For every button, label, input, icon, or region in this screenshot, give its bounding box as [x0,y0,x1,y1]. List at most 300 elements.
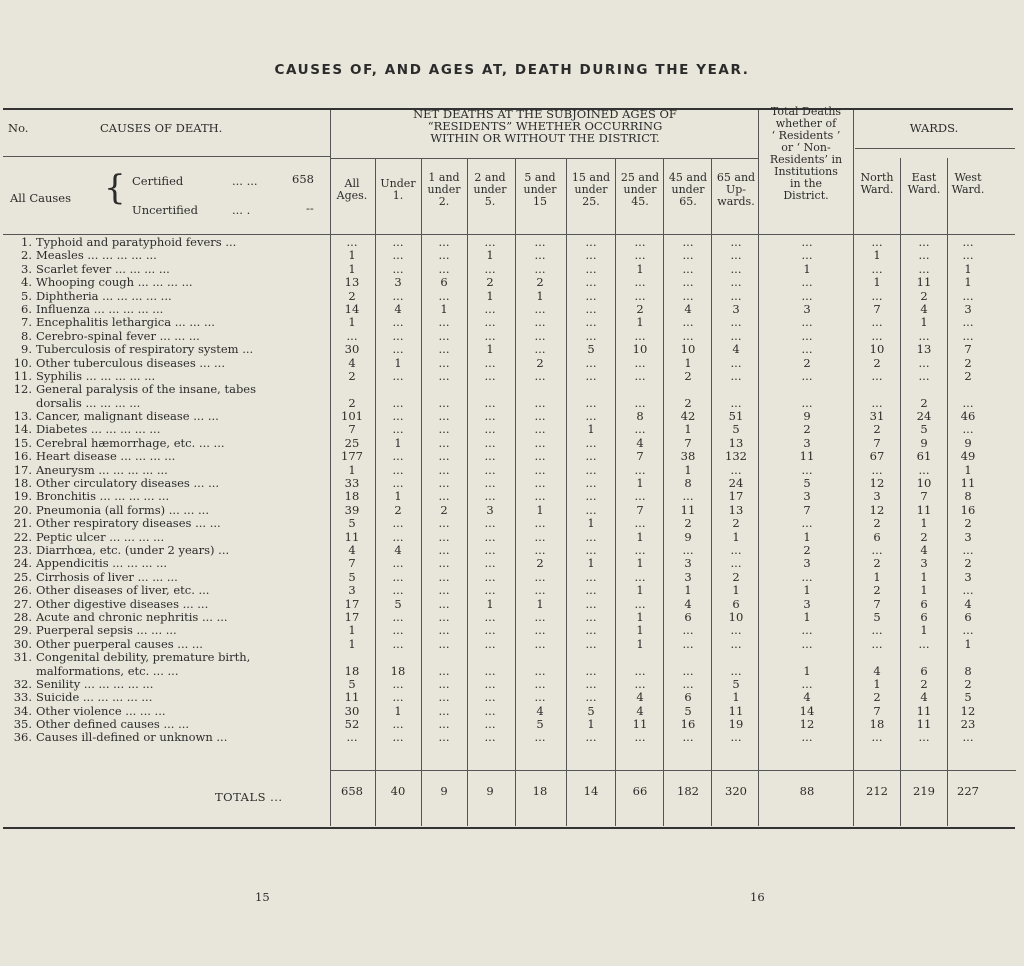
table-cell: ... [962,583,974,598]
table-row [0,598,1024,611]
table-cell: 1 [486,248,494,263]
table-cell: ... [585,275,597,290]
table-cell: ... [682,623,694,638]
table-cell: 2 [964,676,972,691]
cause-label: Congenital debility, premature birth, malformations, etc. ... ... [36,651,251,678]
table-cell: ... [438,636,450,651]
table-cell: 2 [348,395,356,410]
table-cell: ... [392,395,404,410]
table-cell: ... [484,636,496,651]
table-cell: ... [962,623,974,638]
table-cell: ... [438,676,450,691]
table-cell: 4 [920,301,928,316]
table-cell: 13 [344,275,360,290]
age-column-header-line: 25. [582,195,600,208]
table-cell: ... [534,328,546,343]
table-cell: ... [392,583,404,598]
table-cell: ... [962,328,974,343]
totals-cell: 9 [440,784,448,798]
table-row [0,557,1024,570]
table-cell: ... [484,703,496,718]
table-cell: 1 [803,529,811,544]
table-cell: 2 [873,422,881,437]
table-cell: 1 [732,583,740,598]
table-cell: 1 [636,636,644,651]
table-cell: ... [634,368,646,383]
table-cell: 1 [920,516,928,531]
table-cell: 2 [348,368,356,383]
table-cell: 7 [684,435,692,450]
cause-label: Other tuberculous diseases ... ... [36,356,225,370]
table-cell: ... [484,730,496,745]
table-cell: 1 [636,556,644,571]
total-deaths-line: or ‘ Non- [781,141,831,154]
table-header [0,105,1024,235]
table-cell: ... [682,730,694,745]
table-cell: 2 [873,355,881,370]
table-cell: 1 [732,690,740,705]
header-all-causes: All Causes [10,191,71,205]
table-row [0,517,1024,530]
table-cell: 4 [348,355,356,370]
row-number: 11. [13,368,32,383]
table-cell: 1 [964,275,972,290]
header-net-deaths-2: “RESIDENTS” WHETHER OCCURRING [427,119,663,133]
table-cell: 7 [348,422,356,437]
table-cell: ... [585,355,597,370]
totals-cell: 14 [583,784,599,798]
table-cell: ... [392,529,404,544]
cause-label: Other respiratory diseases ... ... [36,517,221,531]
table-cell: ... [534,342,546,357]
cause-label: Cancer, malignant disease ... ... [36,410,219,424]
header-no: No. [8,121,29,135]
row-number: 15. [13,435,32,450]
table-cell: ... [918,636,930,651]
table-cell: 3 [803,489,811,504]
table-cell: 2 [684,516,692,531]
cause-label: Suicide ... ... ... ... ... [36,691,153,705]
table-row [0,410,1024,423]
table-row [0,236,1024,249]
table-cell: ... [392,409,404,424]
table-cell: ... [534,690,546,705]
row-number: 23. [13,543,32,557]
table-cell: ... [801,248,813,263]
table-cell: 1 [964,462,972,477]
cause-label: Syphilis ... ... ... ... ... [36,369,156,383]
table-cell: ... [801,275,813,290]
table-cell: ... [682,288,694,303]
table-cell: 1 [803,261,811,276]
table-cell: 1 [348,248,356,263]
table-cell: ... [484,261,496,276]
table-cell: 1 [873,676,881,691]
table-cell: 7 [636,449,644,464]
table-cell: ... [585,676,597,691]
table-row [0,504,1024,517]
total-deaths-line: District. [783,189,829,202]
table-cell: ... [484,462,496,477]
row-number: 36. [13,730,32,745]
table-cell: 8 [684,476,692,491]
table-cell: ... [585,476,597,491]
row-number: 10. [13,355,32,370]
table-cell: ... [634,275,646,290]
table-cell: ... [585,315,597,330]
totals-cell: 40 [390,784,406,798]
table-cell: 1 [920,583,928,598]
header-divider [3,156,330,157]
table-cell: ... [730,328,742,343]
table-cell: ... [918,462,930,477]
table-cell: 1 [684,355,692,370]
table-cell: ... [438,409,450,424]
row-number: 31. [13,650,32,665]
table-cell: ... [730,234,742,249]
table-cell: ... [634,730,646,745]
table-row [0,450,1024,463]
table-cell: 5 [587,703,595,718]
age-column-header-line: under [623,183,657,196]
table-cell: 2 [803,355,811,370]
cause-label: Heart disease ... ... ... ... [36,450,176,464]
table-cell: ... [682,542,694,557]
table-cell: ... [962,288,974,303]
table-cell: ... [484,328,496,343]
table-cell: ... [918,248,930,263]
table-cell: 2 [684,395,692,410]
totals-cell: 320 [725,784,747,798]
table-cell: 18 [344,489,360,504]
table-cell: ... [585,690,597,705]
age-column-header-line: under [671,183,705,196]
table-cell: ... [392,730,404,745]
table-cell: ... [871,234,883,249]
table-cell: ... [392,476,404,491]
table-cell: ... [682,234,694,249]
table-cell: ... [682,248,694,263]
table-cell: ... [871,315,883,330]
table-cell: 25 [344,435,360,450]
table-cell: ... [392,342,404,357]
table-cell: ... [871,623,883,638]
table-cell: ... [871,261,883,276]
ward-column-header [945,172,991,196]
table-row [0,611,1024,624]
table-cell: 132 [725,449,747,464]
table-cell: ... [438,717,450,732]
column-line [566,158,567,826]
table-cell: ... [962,730,974,745]
table-cell: ... [438,261,450,276]
table-cell: ... [438,315,450,330]
table-cell: ... [346,234,358,249]
table-cell: 11 [799,449,815,464]
table-cell: ... [534,583,546,598]
table-cell: 16 [960,502,976,517]
table-cell: ... [962,315,974,330]
table-row [0,263,1024,276]
age-column-header-line: Under [380,177,416,190]
table-cell: ... [484,556,496,571]
table-cell: ... [392,636,404,651]
table-cell: 1 [348,623,356,638]
table-cell: 10 [680,342,696,357]
table-cell: ... [534,315,546,330]
age-column-header-line: Ages. [336,189,368,202]
cause-label: Encephalitis lethargica ... ... ... [36,316,215,330]
table-cell: ... [918,234,930,249]
table-cell: ... [392,676,404,691]
table-cell: 4 [684,301,692,316]
cause-label: General paralysis of the insane, tabes dorsalis ... ... ... ... [36,383,257,410]
table-cell: ... [534,261,546,276]
table-cell: ... [438,730,450,745]
row-number: 1. [21,235,32,249]
table-cell: ... [871,395,883,410]
table-cell: 11 [632,717,648,732]
table-cell: ... [801,234,813,249]
table-row [0,477,1024,490]
table-cell: ... [801,288,813,303]
age-column-header-line: wards. [717,195,755,208]
age-column-header-line: under [473,183,507,196]
table-cell: 6 [964,609,972,624]
table-cell: 30 [344,703,360,718]
age-column-header [665,172,711,208]
table-cell: 2 [873,690,881,705]
table-cell: 4 [684,596,692,611]
table-cell: 4 [920,542,928,557]
table-cell: ... [438,690,450,705]
table-cell: 6 [920,663,928,678]
table-cell: 11 [728,703,744,718]
age-column-header-line: 65 and [716,171,756,184]
table-cell: ... [534,489,546,504]
table-row [0,638,1024,651]
table-cell: ... [534,529,546,544]
table-row [0,584,1024,597]
table-cell: ... [962,395,974,410]
table-cell: 4 [803,690,811,705]
table-cell: ... [438,529,450,544]
header-uncertified-dots: ... . [232,203,251,217]
table-cell: ... [484,569,496,584]
table-cell: 1 [536,596,544,611]
table-cell: ... [438,368,450,383]
table-cell: ... [682,275,694,290]
table-cell: 11 [916,717,932,732]
table-cell: 2 [803,422,811,437]
table-cell: 1 [348,462,356,477]
table-row [0,544,1024,557]
table-cell: ... [585,609,597,624]
table-cell: ... [730,288,742,303]
totals-cell: 9 [486,784,494,798]
table-cell: ... [484,409,496,424]
table-cell: 11 [680,502,696,517]
table-cell: 11 [916,275,932,290]
table-cell: 3 [803,556,811,571]
table-cell: 24 [728,476,744,491]
table-cell: ... [585,663,597,678]
row-number: 13. [13,409,32,424]
table-cell: 6 [684,690,692,705]
age-column-header-line: under [523,183,557,196]
table-cell: 12 [799,717,815,732]
cause-label: Aneurysm ... ... ... ... ... [36,463,168,477]
table-cell: 3 [803,301,811,316]
table-cell: 2 [486,275,494,290]
table-cell: 10 [916,476,932,491]
table-row [0,571,1024,584]
cause-label: Influenza ... ... ... ... ... [36,302,164,316]
table-cell: 1 [873,248,881,263]
table-row [0,383,1024,410]
table-cell: 101 [341,409,363,424]
table-row [0,343,1024,356]
table-cell: ... [392,422,404,437]
table-row [0,691,1024,704]
table-cell: 11 [916,703,932,718]
table-cell: 2 [636,301,644,316]
ward-column-header [901,172,947,196]
age-column-header-line: All [344,177,360,190]
table-cell: ... [918,261,930,276]
table-cell: ... [634,676,646,691]
table-cell: 1 [873,569,881,584]
table-cell: 5 [920,422,928,437]
table-cell: 1 [636,623,644,638]
totals-cell: 212 [866,784,888,798]
table-cell: 1 [964,261,972,276]
row-number: 7. [21,315,32,330]
row-number: 32. [13,676,32,691]
column-line [758,110,759,826]
table-cell: 16 [680,717,696,732]
row-number: 5. [21,288,32,303]
table-cell: 2 [964,556,972,571]
table-cell: 1 [732,529,740,544]
table-row [0,316,1024,329]
table-cell: 5 [394,596,402,611]
table-cell: ... [634,569,646,584]
table-cell: 1 [684,422,692,437]
table-cell: ... [484,422,496,437]
table-cell: ... [634,328,646,343]
table-cell: ... [730,355,742,370]
row-number: 19. [13,489,32,504]
row-number: 6. [21,301,32,316]
table-cell: 52 [344,717,360,732]
row-number: 20. [13,502,32,517]
table-cell: 3 [486,502,494,517]
table-cell: 17 [728,489,744,504]
table-cell: ... [801,342,813,357]
cause-label: Cirrhosis of liver ... ... ... [36,570,178,584]
table-cell: ... [534,569,546,584]
table-cell: 19 [728,717,744,732]
age-column-header-line: under [574,183,608,196]
table-cell: ... [585,462,597,477]
table-cell: ... [730,368,742,383]
table-cell: ... [484,690,496,705]
table-cell: 10 [632,342,648,357]
table-row [0,437,1024,450]
table-cell: ... [484,542,496,557]
total-deaths-line: whether of [775,117,837,130]
table-cell: ... [438,248,450,263]
table-cell: ... [634,516,646,531]
table-cell: ... [392,328,404,343]
table-cell: 12 [869,476,885,491]
header-uncertified-value: -- [306,201,314,215]
table-cell: ... [585,529,597,544]
table-cell: ... [962,422,974,437]
table-cell: 1 [873,275,881,290]
row-number: 24. [13,556,32,571]
column-line [615,158,616,826]
table-cell: 9 [964,435,972,450]
table-cell: 5 [964,690,972,705]
age-column-header-line: 2. [438,195,450,208]
table-cell: ... [801,462,813,477]
table-cell: ... [730,542,742,557]
table-row [0,370,1024,383]
age-column-header [467,172,513,208]
table-cell: 9 [684,529,692,544]
cause-label: Appendicitis ... ... ... ... [36,557,168,571]
table-cell: ... [730,275,742,290]
table-cell: 1 [394,355,402,370]
table-cell: 3 [732,301,740,316]
table-cell: ... [634,234,646,249]
table-cell: 1 [394,489,402,504]
table-cell: 1 [394,703,402,718]
table-cell: ... [438,569,450,584]
table-cell: ... [534,248,546,263]
table-cell: 1 [920,569,928,584]
table-cell: 1 [348,315,356,330]
table-cell: 49 [960,449,976,464]
table-cell: ... [634,248,646,263]
table-cell: 11 [960,476,976,491]
table-cell: 6 [920,596,928,611]
age-column-header-line: 5 and [524,171,556,184]
table-cell: 2 [873,516,881,531]
table-cell: ... [438,288,450,303]
table-cell: ... [585,301,597,316]
table-cell: ... [534,395,546,410]
table-cell: 177 [341,449,363,464]
row-number: 2. [21,248,32,263]
age-column-header [329,178,375,202]
table-cell: ... [484,301,496,316]
table-cell: ... [534,449,546,464]
table-cell: 1 [803,609,811,624]
table-cell: ... [585,368,597,383]
table-cell: 3 [684,569,692,584]
table-cell: 6 [732,596,740,611]
table-cell: ... [534,435,546,450]
cause-label: Scarlet fever ... ... ... ... [36,262,170,276]
table-cell: ... [392,516,404,531]
table-cell: 2 [536,275,544,290]
table-cell: ... [484,663,496,678]
header-divider [3,234,1015,235]
table-cell: 3 [964,569,972,584]
